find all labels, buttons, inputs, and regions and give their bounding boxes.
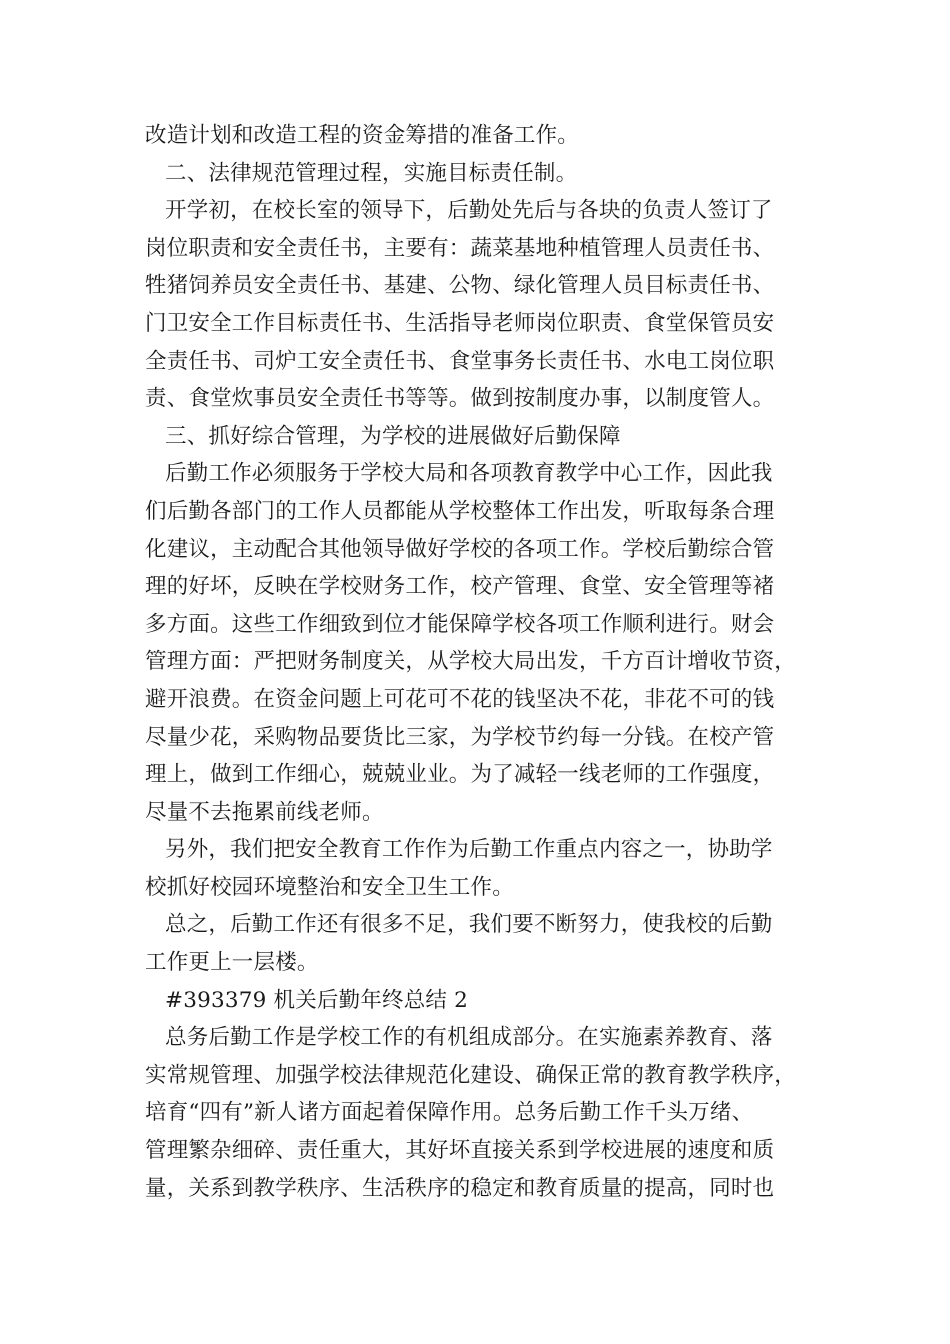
text-line: 化建议，主动配合其他领导做好学校的各项工作。学校后勤综合管 (145, 536, 775, 562)
text-line: 牲猪饲养员安全责任书、基建、公物、绿化管理人员目标责任书、 (145, 273, 775, 299)
text-line: 尽量少花，采购物品要货比三家，为学校节约每一分钱。在校产管 (145, 724, 775, 750)
text-line: 理的好坏，反映在学校财务工作，校产管理、食堂、安全管理等褚 (145, 574, 775, 600)
text-line: 开学初，在校长室的领导下，后勤处先后与各块的负责人签订了 (165, 198, 773, 224)
section-heading: 三、抓好综合管理，为学校的进展做好后勤保障 (165, 423, 621, 449)
text-line: 避开浪费。在资金问题上可花可不花的钱坚决不花，非花不可的钱 (145, 686, 775, 712)
text-line: 们后勤各部门的工作人员都能从学校整体工作出发，听取每条合理 (145, 498, 775, 524)
text-line: 管理繁杂细碎、责任重大，其好坏直接关系到学校进展的速度和质 (145, 1138, 775, 1164)
text-line: 校抓好校园环境整治和安全卫生工作。 (145, 874, 514, 900)
text-line: 实常规管理、加强学校法律规范化建设、确保正常的教育教学秩序， (145, 1062, 797, 1088)
text-line: 多方面。这些工作细致到位才能保障学校各项工作顺利进行。财会 (145, 611, 775, 637)
document-body (145, 117, 810, 1207)
text-line: 总之，后勤工作还有很多不足，我们要不断努力，使我校的后勤 (165, 912, 773, 938)
document-heading: #393379 机关后勤年终总结 2 (165, 987, 469, 1013)
text-line: 后勤工作必须服务于学校大局和各项教育教学中心工作，因此我 (165, 461, 773, 487)
text-line: 理上，做到工作细心，兢兢业业。为了减轻一线老师的工作强度， (145, 762, 775, 788)
text-line: 管理方面：严把财务制度关，从学校大局出发，千方百计增收节资， (145, 649, 797, 675)
text-line: 量，关系到教学秩序、生活秩序的稳定和教育质量的提高，同时也 (145, 1175, 775, 1201)
text-line: 总务后勤工作是学校工作的有机组成部分。在实施素养教育、落 (165, 1025, 773, 1051)
section-heading: 二、法律规范管理过程，实施目标责任制。 (165, 160, 578, 186)
text-line: 责、食堂炊事员安全责任书等等。做到按制度办事，以制度管人。 (145, 386, 775, 412)
text-line: 岗位职责和安全责任书，主要有：蔬菜基地种植管理人员责任书、 (145, 235, 775, 261)
text-line: 另外，我们把安全教育工作作为后勤工作重点内容之一，协助学 (165, 837, 773, 863)
text-line: 尽量不去拖累前线老师。 (145, 799, 384, 825)
text-line: 改造计划和改造工程的资金筹措的准备工作。 (145, 123, 580, 148)
text-line: 培育“四有”新人诸方面起着保障作用。总务后勤工作千头万绪、 (145, 1100, 754, 1126)
text-line: 工作更上一层楼。 (145, 950, 319, 976)
text-line: 门卫安全工作目标责任书、生活指导老师岗位职责、食堂保管员安 (145, 310, 775, 336)
text-line: 全责任书、司炉工安全责任书、食堂事务长责任书、水电工岗位职 (145, 348, 775, 374)
